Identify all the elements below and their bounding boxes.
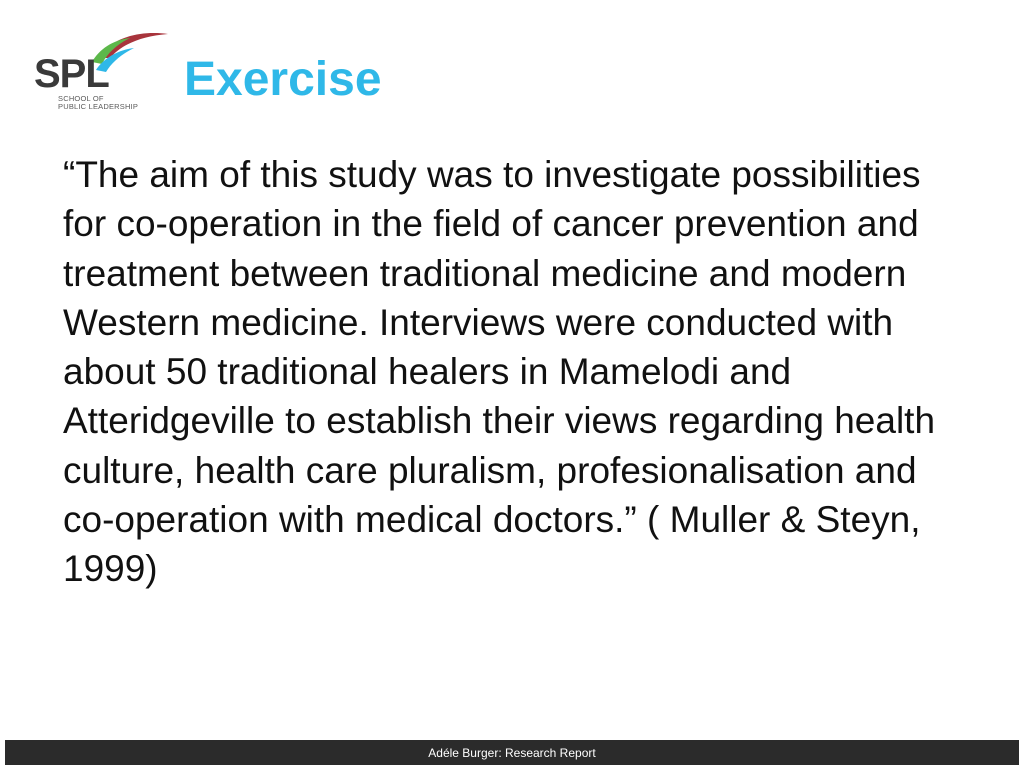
logo-subtitle [58,95,138,111]
logo-acronym: SPL [34,52,109,96]
slide-title: Exercise [184,53,382,106]
footer-bar [5,740,1019,765]
logo-subtitle-line1: SCHOOL OF [58,94,104,103]
footer-text: Adéle Burger: Research Report [428,745,596,760]
slide-quote: “The aim of this study was to investigate possibilities for co-operation in the field of cancer prevention and treatment between traditional medicine and modern Western medicine. Interviews were conducted with about 50 traditional healers in Mamelodi and Atteridgeville to establish their views regarding health culture, health care pluralism, profesionalisation and co-operation with medical doctors.” ( Muller & Steyn, 1999) [63,154,936,590]
logo-subtitle-line2: PUBLIC LEADERSHIP [58,102,139,111]
spl-logo [30,28,175,118]
